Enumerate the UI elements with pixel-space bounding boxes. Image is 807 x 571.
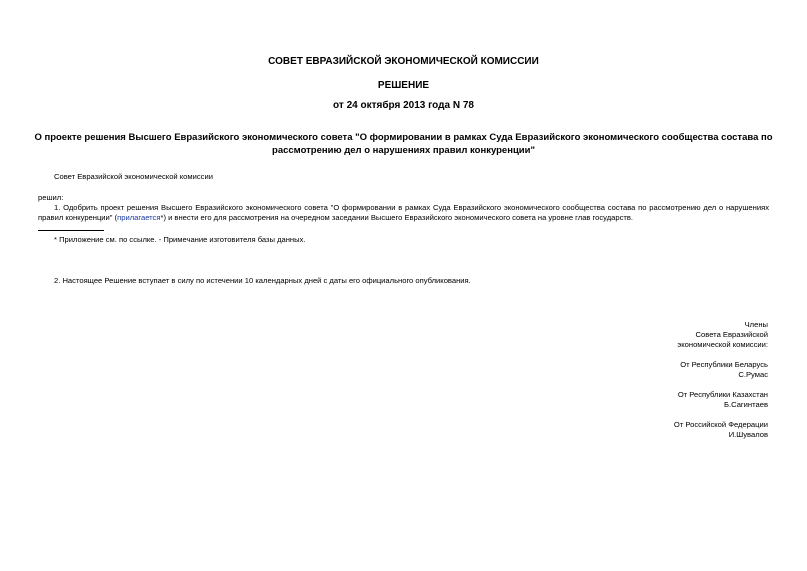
document-date: от 24 октября 2013 года N 78	[333, 100, 474, 111]
signatory-russia	[674, 420, 768, 440]
council-name: Совет Евразийской экономической комиссии	[54, 172, 213, 181]
signatory-country: От Республики Беларусь	[680, 360, 768, 369]
signatory-belarus	[680, 360, 768, 380]
paragraph-2: 2. Настоящее Решение вступает в силу по истечении 10 календарных дней с даты его официального опубликования.	[54, 276, 471, 285]
issuing-body: СОВЕТ ЕВРАЗИЙСКОЙ ЭКОНОМИЧЕСКОЙ КОМИССИИ	[268, 56, 539, 67]
footnote: * Приложение см. по ссылке. - Примечание изготовителя базы данных.	[54, 235, 306, 244]
members-line-3: экономической комиссии:	[677, 340, 768, 349]
signatory-country: От Республики Казахстан	[677, 390, 768, 399]
members-line-1: Члены	[744, 320, 768, 329]
signatory-country: От Российской Федерации	[673, 420, 768, 429]
document-subject: О проекте решения Высшего Евразийского экономического совета "О формировании в рамках Суда Евразийского экономического сообщества состава по рассмотрению дел о нарушениях правил конкуренции"	[34, 132, 773, 156]
attachment-link[interactable]: прилагается	[117, 213, 161, 222]
signatory-name: С.Румас	[738, 370, 768, 379]
signatory-name: И.Шувалов	[728, 430, 768, 439]
resolved-label: решил:	[38, 193, 64, 202]
paragraph-1-text-b: *) и внести его для рассмотрения на очередном заседании Высшего Евразийского экономического совета на уровне глав государств.	[160, 213, 634, 222]
members-line-2: Совета Евразийской	[695, 330, 768, 339]
signatory-kazakhstan	[678, 390, 768, 410]
document-type: РЕШЕНИЕ	[377, 80, 430, 91]
paragraph-1	[38, 203, 769, 223]
signatories-heading	[677, 320, 768, 350]
signatory-name: Б.Сагинтаев	[724, 400, 768, 409]
footnote-divider	[38, 230, 104, 231]
paragraph-1-text-a: 1. Одобрить проект решения Высшего Евразийского экономического совета "О формировании в рамках Суда Евразийского экономического сообщества состава по рассмотрению дел о нарушениях правил конкуренции" (	[38, 203, 769, 222]
